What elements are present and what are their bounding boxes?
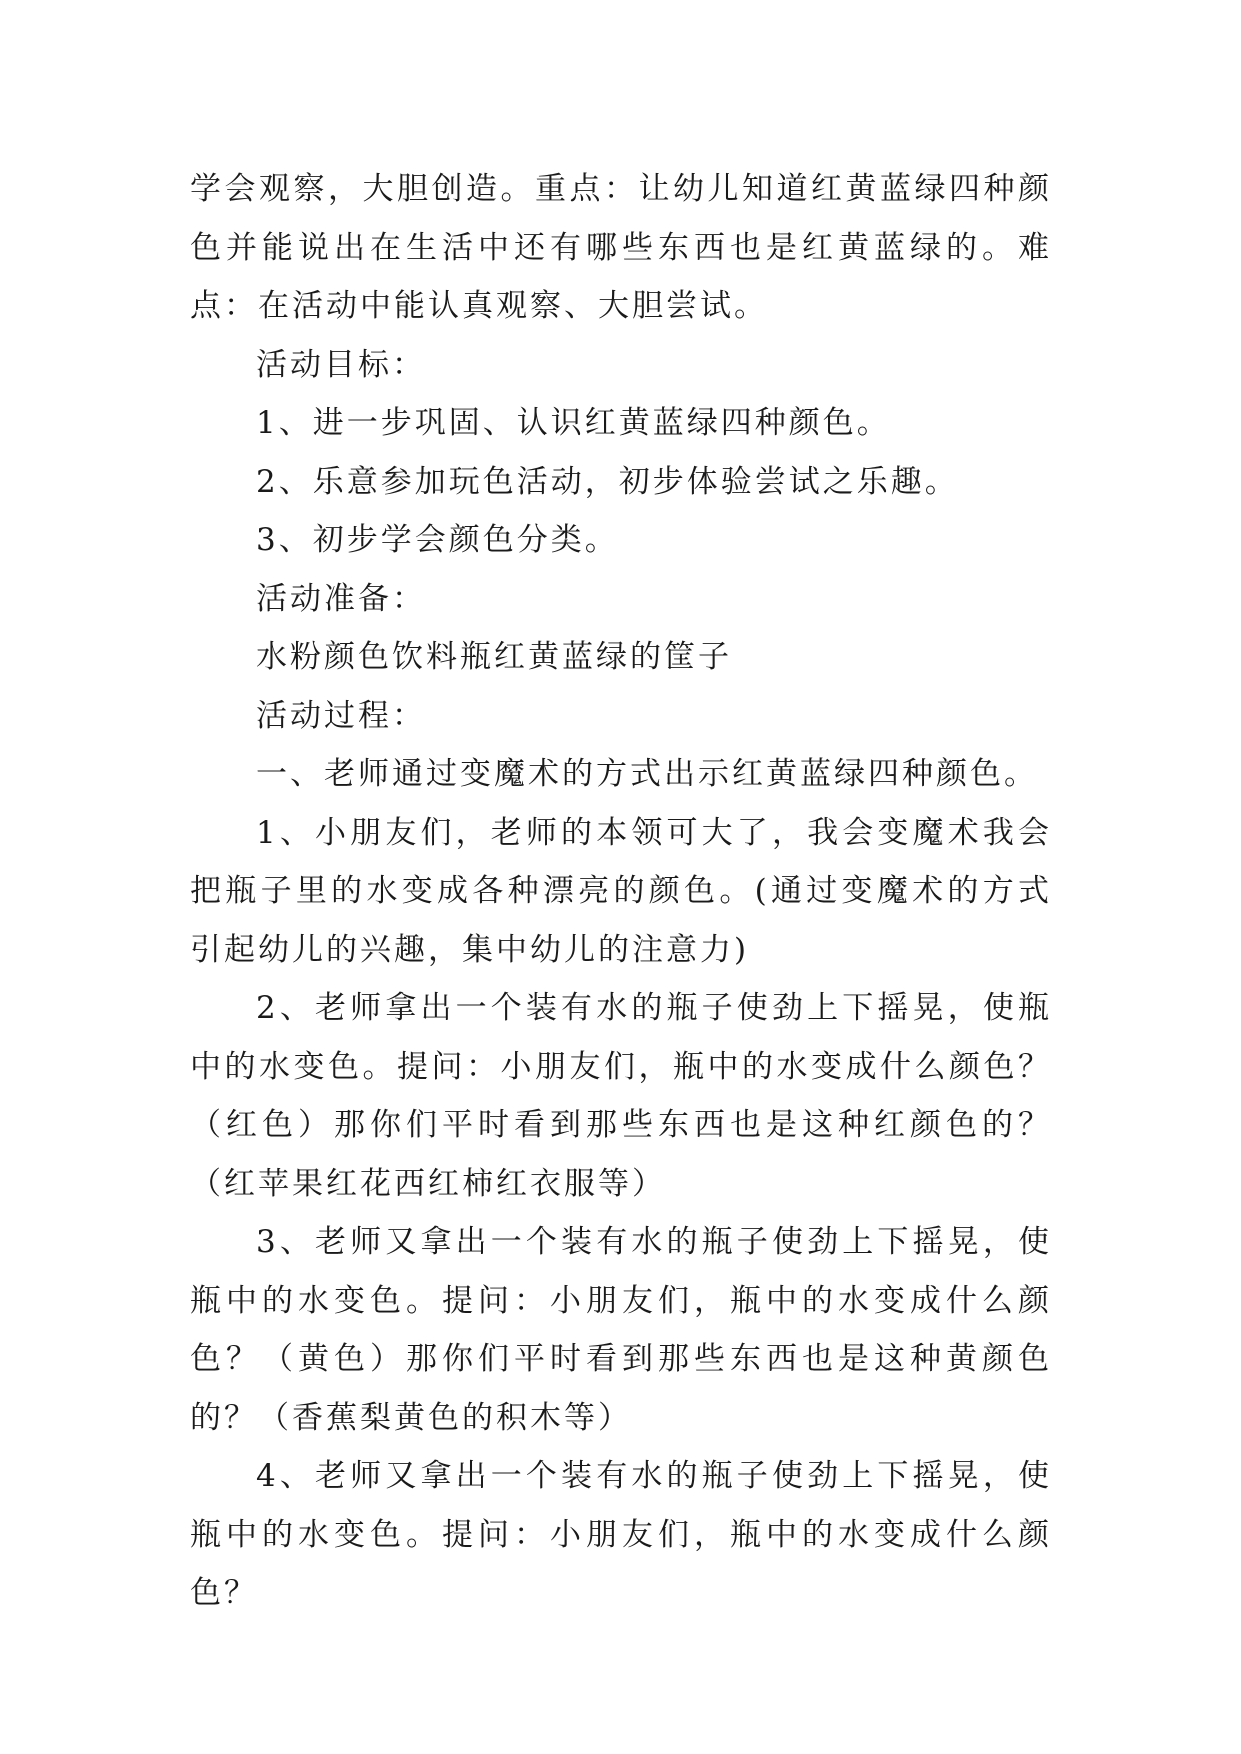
- preparation-materials: 水粉颜色饮料瓶红黄蓝绿的筐子: [256, 639, 732, 675]
- heading-activity-process: 活动过程：: [256, 697, 426, 734]
- goal-item-1: 1、进一步巩固、认识红黄蓝绿四种颜色。: [256, 405, 891, 441]
- process-section-1: 一、老师通过变魔术的方式出示红黄蓝绿四种颜色。: [256, 756, 1038, 792]
- process-step-3: 3、老师又拿出一个装有水的瓶子使劲上下摇晃，使瓶中的水变色。提问：小朋友们，瓶中的水变成什么颜色？（黄色）那你们平时看到那些东西也是这种黄颜色的？（香蕉梨黄色的积木等）: [190, 1224, 1052, 1436]
- paragraph-intro: 学会观察，大胆创造。重点：让幼儿知道红黄蓝绿四种颜色并能说出在生活中还有哪些东西也是红黄蓝绿的。难点：在活动中能认真观察、大胆尝试。: [190, 171, 1052, 324]
- process-step-4: 4、老师又拿出一个装有水的瓶子使劲上下摇晃，使瓶中的水变色。提问：小朋友们，瓶中的水变成什么颜色？: [190, 1458, 1052, 1611]
- heading-activity-goals: 活动目标：: [256, 346, 426, 383]
- document-body: [190, 160, 1052, 1623]
- heading-activity-preparation: 活动准备：: [256, 580, 426, 617]
- goal-item-3: 3、初步学会颜色分类。: [256, 522, 619, 558]
- process-step-2: 2、老师拿出一个装有水的瓶子使劲上下摇晃，使瓶中的水变色。提问：小朋友们，瓶中的水变成什么颜色？（红色）那你们平时看到那些东西也是这种红颜色的？（红苹果红花西红柿红衣服等）: [190, 990, 1052, 1202]
- process-step-1: 1、小朋友们，老师的本领可大了，我会变魔术我会把瓶子里的水变成各种漂亮的颜色。(通过变魔术的方式引起幼儿的兴趣，集中幼儿的注意力): [190, 814, 1052, 968]
- goal-item-2: 2、乐意参加玩色活动，初步体验尝试之乐趣。: [256, 463, 959, 500]
